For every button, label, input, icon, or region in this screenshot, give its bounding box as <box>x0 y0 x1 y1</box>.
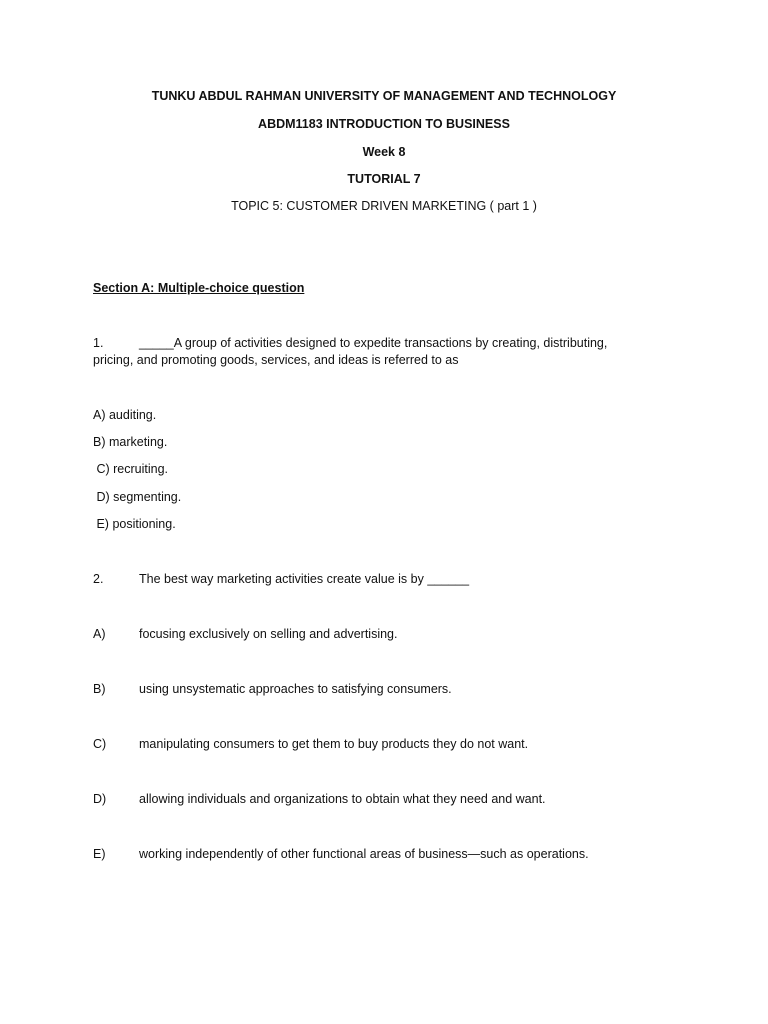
question-2-option-e-text: working independently of other functional areas of business—such as operations. <box>139 847 589 861</box>
question-1-option-b: B) marketing. <box>93 435 168 449</box>
question-2-text: The best way marketing activities create value is by ______ <box>139 572 470 586</box>
question-2-option-a-text: focusing exclusively on selling and advertising. <box>139 627 398 641</box>
question-2-option-a-letter: A) <box>93 627 106 641</box>
question-1-option-e: E) positioning. <box>93 517 176 531</box>
question-2-option-d-letter: D) <box>93 792 107 806</box>
question-2-option-d-text: allowing individuals and organizations to obtain what they need and want. <box>139 792 546 806</box>
course-title: ABDM1183 INTRODUCTION TO BUSINESS <box>258 117 510 131</box>
question-2-option-b-letter: B) <box>93 682 106 696</box>
question-1-option-a: A) auditing. <box>93 408 157 422</box>
question-2-option-c-text: manipulating consumers to get them to buy products they do not want. <box>139 737 529 751</box>
question-2-option-e-letter: E) <box>93 847 106 861</box>
question-2-number: 2. <box>93 572 104 586</box>
question-1-option-c: C) recruiting. <box>93 462 169 476</box>
question-2-option-c-letter: C) <box>93 737 107 751</box>
university-title: TUNKU ABDUL RAHMAN UNIVERSITY OF MANAGEMENT AND TECHNOLOGY <box>151 89 617 103</box>
tutorial-label: TUTORIAL 7 <box>347 172 421 186</box>
topic-label: TOPIC 5: CUSTOMER DRIVEN MARKETING ( part 1 ) <box>231 199 537 213</box>
question-1-number: 1. <box>93 336 104 350</box>
section-a-heading: Section A: Multiple-choice question <box>93 281 305 295</box>
question-2-option-b-text: using unsystematic approaches to satisfying consumers. <box>139 682 452 696</box>
question-1-text-line1: _____A group of activities designed to expedite transactions by creating, distributing, <box>139 336 608 350</box>
question-1-text-line2: pricing, and promoting goods, services, and ideas is referred to as <box>93 353 459 367</box>
question-1-option-d: D) segmenting. <box>93 490 182 504</box>
week-label: Week 8 <box>362 145 406 159</box>
